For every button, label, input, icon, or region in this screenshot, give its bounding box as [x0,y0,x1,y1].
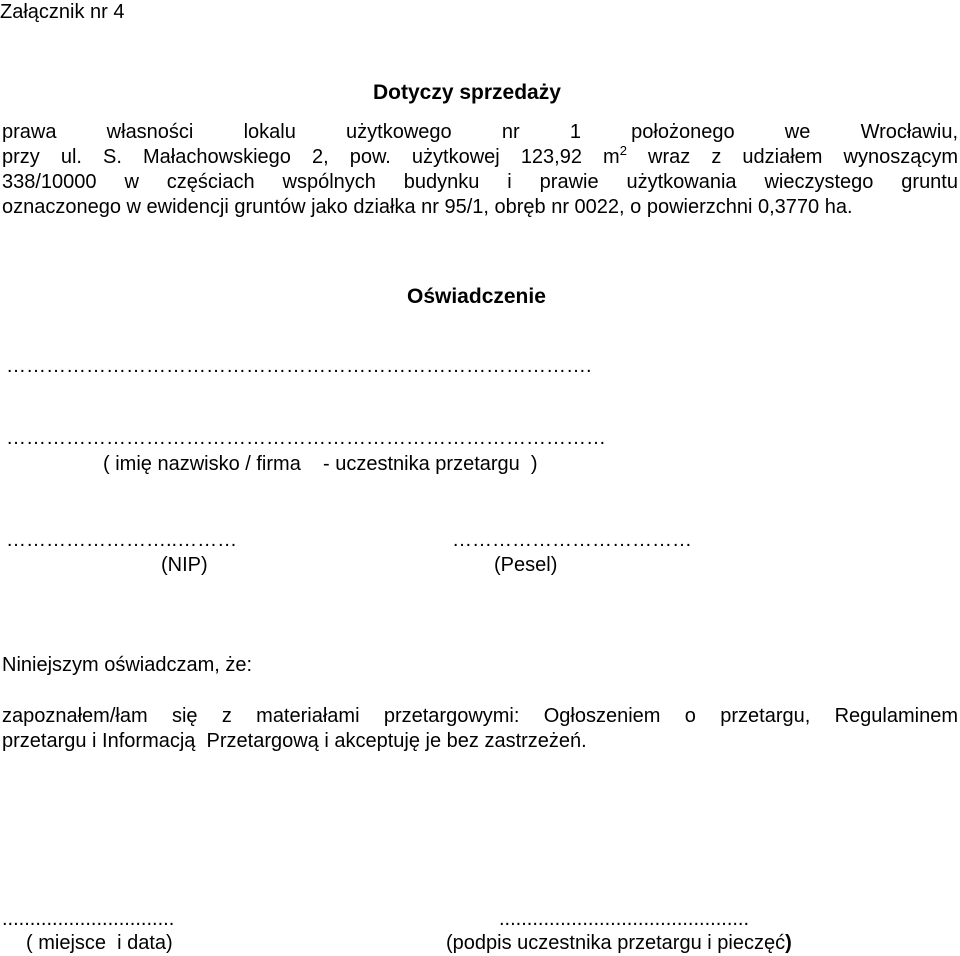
signature-label-text: (podpis uczestnika przetargu i pieczęć [446,932,786,954]
place-date-label: ( miejsce i data) [26,932,173,954]
sale-description-line-2-text: przy ul. S. Małachowskiego 2, pow. użytkowej 123,92 m [2,146,620,168]
place-date-dots: ............................... [2,908,175,930]
sale-description-line-3: 338/10000 w częściach wspólnych budynku i prawie użytkowania wieczystego gruntu [2,171,958,193]
signature-label [446,931,792,955]
statement-intro: Niniejszym oświadczam, że: [2,654,253,676]
participant-caption: ( imię nazwisko / firma - uczestnika przetargu ) [103,453,538,475]
participant-dots-line-2: ……………………………………………………………………………… [6,427,606,449]
signature-label-close: ) [785,932,792,954]
statement-line-2: przetargu i Informacją Przetargową i akceptuję je bez zastrzeżeń. [2,730,587,752]
sale-title: Dotyczy sprzedaży [373,81,561,104]
attachment-label: Załącznik nr 4 [0,1,125,23]
signature-dots: ............................................. [499,908,750,930]
nip-dots: ……………………..……… [6,529,238,551]
sale-description-line-2-rest: wraz z udziałem wynoszącym [626,146,959,168]
nip-label: (NIP) [161,554,208,576]
declaration-title: Oświadczenie [407,285,546,308]
sale-description-line-4: oznaczonego w ewidencji gruntów jako działka nr 95/1, obręb nr 0022, o powierzchni 0,3770 ha. [2,196,853,218]
pesel-dots: ……………………………… [452,529,692,551]
sale-description-line-1: prawa własności lokalu użytkowego nr 1 położonego we Wrocławiu, [2,121,958,143]
participant-dots-line-1: ……………………………………………………………………………. [6,355,592,377]
statement-line-1: zapoznałem/łam się z materiałami przetargowymi: Ogłoszeniem o przetargu, Regulaminem [2,705,958,727]
pesel-label: (Pesel) [494,554,558,576]
sale-description-line-2 [2,145,958,169]
area-unit-superscript: 2 [619,143,627,158]
